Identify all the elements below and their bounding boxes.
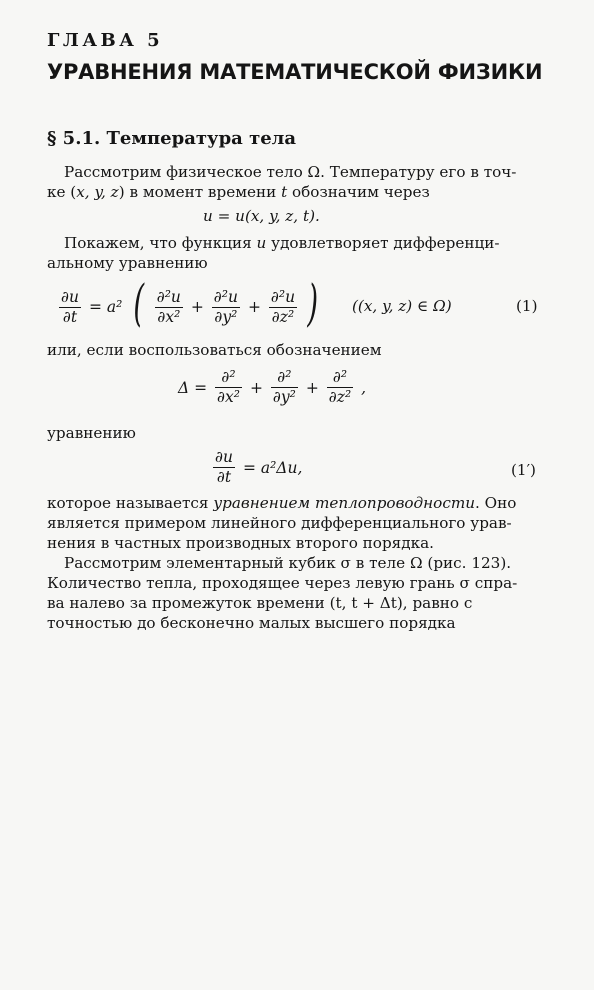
fraction: $\frac{\text{∂²}}{\text{∂y²}}$: [272, 368, 296, 406]
paragraph-line: [47, 494, 516, 512]
text-run: обозначим через: [287, 183, 430, 201]
text-run: ) в момент времени: [118, 183, 282, 201]
paragraph-line: нения в частных производных второго порядка.: [47, 534, 434, 552]
operator: ,: [361, 378, 367, 397]
math-var: u: [256, 234, 267, 252]
text-run: ке (: [47, 183, 77, 201]
chapter-label: ГЛАВА 5: [47, 30, 164, 51]
paragraph-line: или, если воспользоваться обозначением: [47, 341, 382, 359]
operator: = a²Δu,: [242, 458, 303, 477]
operator: +: [190, 298, 204, 316]
text-run: Покажем, что функция: [64, 234, 257, 252]
paragraph-line: Рассмотрим элементарный кубик σ в теле Ω (рис. 123).: [64, 554, 512, 572]
equation-heat: [212, 448, 304, 487]
fraction: $\frac{\text{∂²u}}{\text{∂z²}}$: [270, 287, 296, 326]
paragraph-line: является примером линейного дифференциального урав-: [47, 514, 512, 532]
equation-temperature: u = u(x, y, z, t).: [203, 207, 320, 225]
paragraph-line: альному уравнению: [47, 254, 208, 272]
section-title: § 5.1. Температура тела: [47, 128, 297, 149]
operator: Δ =: [178, 378, 208, 397]
operator: +: [305, 378, 319, 397]
paragraph-line: точностью до бесконечно малых высшего порядка: [47, 614, 456, 632]
equation-number: (1′): [511, 461, 536, 479]
paragraph-line: ва налево за промежуток времени (t, t + Δt), равно с: [47, 594, 473, 612]
text-run: . Оно: [475, 494, 517, 512]
math-var: t: [281, 183, 288, 201]
equation-laplacian: [176, 368, 368, 407]
paragraph-line: Рассмотрим физическое тело Ω. Температуру его в точ-: [64, 163, 517, 181]
operator: +: [247, 298, 261, 316]
fraction: $\frac{\partial u}{\partial t}$: [215, 448, 233, 486]
operator: = a²: [88, 298, 123, 316]
fraction: $\frac{\text{∂²u}}{\text{∂y²}}$: [213, 287, 239, 326]
paragraph-line: [47, 183, 430, 201]
fraction: $\frac{\text{∂²}}{\text{∂x²}}$: [217, 368, 241, 406]
math-vars: x, y, z: [76, 183, 119, 201]
emphasis: уравнением теплопроводности: [213, 494, 476, 512]
paragraph-line: Количество тепла, проходящее через левую грань σ спра-: [47, 574, 518, 592]
big-paren: (: [133, 274, 145, 332]
fraction: $\frac{\text{∂²u}}{\text{∂x²}}$: [156, 287, 181, 326]
equation-1: [58, 274, 323, 332]
fraction: $\frac{\text{∂²}}{\text{∂z²}}$: [328, 368, 352, 406]
equation-condition: ((x, y, z) ∈ Ω): [352, 297, 452, 315]
equation-number: (1): [516, 297, 538, 315]
operator: +: [249, 378, 263, 397]
fraction: $\frac{\partial u}{\partial t}$: [61, 287, 79, 326]
big-paren: ): [307, 274, 319, 332]
text-run: удовлетворяет дифференци-: [266, 234, 500, 252]
text-run: которое называется: [47, 494, 214, 512]
paragraph-line: уравнению: [47, 424, 136, 442]
chapter-title: УРАВНЕНИЯ МАТЕМАТИЧЕСКОЙ ФИЗИКИ: [47, 60, 543, 84]
paragraph-line: [64, 234, 499, 252]
